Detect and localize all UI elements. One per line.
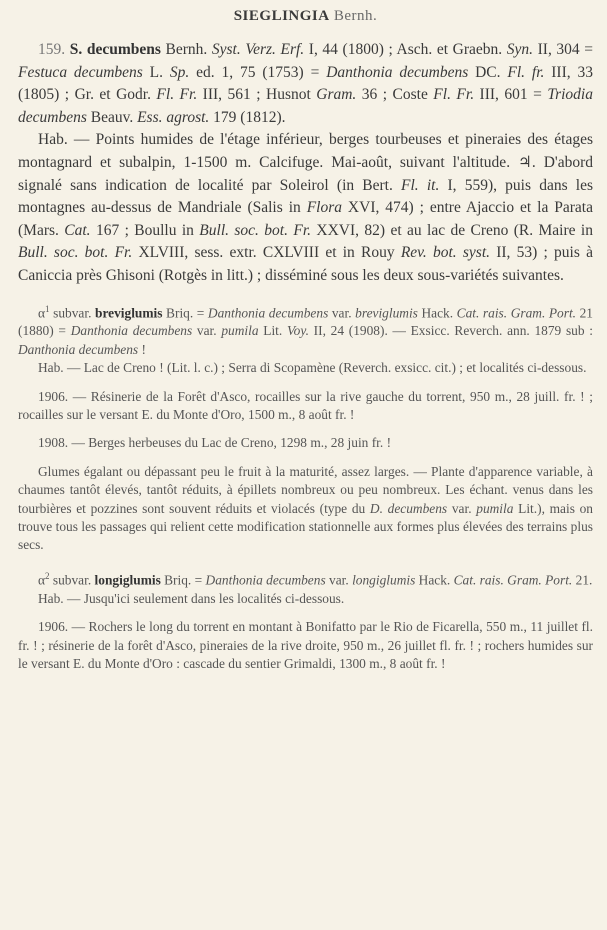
- habitat-part: Fl. it.: [401, 176, 440, 194]
- habitat-part: 167 ; Boullu in: [90, 221, 200, 239]
- synonym-part: Syst. Verz. Erf.: [211, 41, 305, 58]
- description-part: var.: [447, 500, 477, 516]
- synonym-part: Fl. fr.: [507, 63, 545, 81]
- synonym-part: II, 24 (1908). — Exsicc. Reverch. ann. 1879 sub :: [308, 323, 594, 339]
- synonym-part: Bernh.: [160, 41, 212, 58]
- synonym-part: Fl. Fr.: [156, 86, 198, 104]
- synonym-part: Syn.: [506, 41, 534, 58]
- synonym-part: DC.: [468, 63, 508, 81]
- habitat-part: XXVI, 82) et au lac de Creno (R. Maire in: [311, 221, 593, 239]
- genus-author: Bernh.: [333, 8, 378, 24]
- synonym-part: Danthonia decumbens: [326, 63, 469, 81]
- synonym-part: Cat. rais. Gram. Port.: [453, 572, 573, 588]
- habitat-part: Rev. bot. syst.: [400, 244, 491, 262]
- synonym-part: !: [138, 341, 146, 357]
- subvariety-habitat: Hab. — Lac de Creno ! (Lit. l. c.) ; Serra di Scopamène (Reverch. exsicc. cit.) ; et localités ci-dessous.: [38, 360, 587, 376]
- synonym-part: Voy.: [286, 323, 309, 339]
- subvariety-breviglumis: [18, 300, 593, 555]
- synonym-part: Fl. Fr.: [433, 86, 475, 104]
- synonym-part: Hack.: [415, 572, 454, 588]
- subvariety-longiglumis: [18, 567, 593, 674]
- subvariety-marker: α: [38, 572, 46, 588]
- synonym-part: Lit.: [258, 323, 287, 339]
- synonym-part: breviglumis: [355, 305, 418, 320]
- subvariety-index: 1: [45, 303, 50, 314]
- habitat-part: Bull. soc. bot. Fr.: [199, 221, 312, 239]
- synonym-part: Cat. rais. Gram. Port.: [456, 305, 577, 320]
- habitat-part: I, 559), puis dans les montagnes au-dessus de Mandriale (Salis in: [18, 176, 593, 217]
- record-1906: 1906. — Rochers le long du torrent en montant à Bonifatto par le Rio de Ficarella, 550 m., 11 juillet fl. fr. ! ; résinerie de la forêt d'Asco, pineraies de la rive droite, 950 m., 26 juillet fl. fr. ! ; rochers humides sur le versant E. du Monte d'Oro : cascade du sentier Grimaldi, 1300 m., 8 août fr. !: [18, 619, 593, 671]
- synonym-part: Festuca decumbens: [18, 63, 143, 81]
- synonym-part: var.: [328, 305, 356, 320]
- entry-number: 159.: [38, 41, 66, 58]
- subvariety-description: [18, 463, 593, 555]
- subvariety-name: longiglumis: [94, 572, 161, 588]
- synonym-part: III, 33 (1805) ; Gr. et Godr.: [18, 63, 594, 104]
- subvariety-habitat: Hab. — Jusqu'ici seulement dans les localités ci-dessous.: [38, 590, 345, 606]
- synonym-part: 21.: [572, 572, 593, 588]
- habitat-part: II, 53) ; puis à Caniccia près Ghisoni (Rotgès in litt.) ; disséminé sous les deux sous-variétés suivantes.: [18, 244, 593, 284]
- synonym-part: ed. 1, 75 (1753) =: [189, 63, 327, 81]
- description-part: Lit.), mais on trouve tous les passages qui relient cette modification stationnelle aux formes plus élevées des terrains plus secs.: [18, 500, 594, 553]
- synonym-part: 179 (1812).: [209, 108, 286, 126]
- synonym-part: Hack.: [417, 305, 457, 320]
- record-1908: 1908. — Berges herbeuses du Lac de Creno, 1298 m., 28 juin fr. !: [38, 435, 392, 451]
- subvariety-synonymy: [18, 300, 593, 360]
- synonym-part: Gram.: [316, 86, 357, 104]
- synonym-part: Danthonia decumbens: [70, 323, 193, 339]
- synonym-part: II, 304 =: [533, 41, 594, 58]
- habitat-paragraph: [18, 129, 593, 287]
- subvariety-rank: subvar.: [49, 305, 95, 320]
- synonym-part: Ess. agrost.: [137, 108, 210, 126]
- species-entry: [18, 39, 593, 288]
- synonym-part: L.: [142, 63, 170, 81]
- synonym-part: Triodia decumbens: [18, 86, 593, 126]
- synonym-part: I, 44 (1800) ; Asch. et Graebn.: [304, 41, 507, 58]
- synonym-part: Danthonia decumbens: [207, 305, 329, 320]
- description-part: Glumes égalant ou dépassant peu le fruit à la maturité, assez larges. — Plante d'apparence variable, à chaumes tantôt élevés, tantôt réduits, à épillets nombreux ou peu nombreux. Les échant. venus dans les tourbières et pozzines sont souvent réduits et violacés (type du: [18, 463, 593, 516]
- synonym-part: Beauv.: [86, 108, 138, 126]
- synonym-part: III, 601 =: [474, 86, 548, 104]
- record-1906: 1906. — Résinerie de la Forêt d'Asco, rocailles sur la rive gauche du torrent, 950 m., 28 juill. fr. ! ; rocailles sur le versant E. du Monte d'Oro, 1500 m., 8 août fr. !: [18, 388, 593, 423]
- genus-heading: SIEGLINGIA: [233, 8, 330, 24]
- habitat-part: Hab. — Points humides de l'étage inférieur, berges tourbeuses et pineraies des étages montagnard et subalpin, 1-1500 m. Calcifuge. Mai-août, suivant l'altitude. ♃. D'abord signalé sans indication de localité par Soleirol (in Bert.: [18, 131, 593, 194]
- running-header: [18, 8, 593, 25]
- synonym-part: III, 561 ; Husnot: [197, 86, 317, 104]
- subvariety-index: 2: [45, 570, 50, 581]
- synonym-part: Danthonia decumbens: [205, 572, 326, 588]
- habitat-part: Cat.: [64, 221, 91, 239]
- synonym-part: var.: [325, 572, 353, 588]
- synonym-part: 36 ; Coste: [356, 86, 434, 104]
- description-part: pumila: [476, 500, 514, 516]
- habitat-part: XLVIII, sess. extr. CXLVIII et in Rouy: [132, 244, 401, 262]
- subvariety-name: breviglumis: [95, 305, 163, 320]
- habitat-part: Bull. soc. bot. Fr.: [18, 244, 133, 262]
- synonymy-paragraph: [18, 39, 593, 129]
- species-name: S. decumbens: [69, 41, 161, 58]
- subvariety-rank: subvar.: [49, 572, 95, 588]
- habitat-part: XVI, 474) ; entre Ajaccio et la Parata (Mars.: [18, 199, 593, 239]
- synonym-part: pumila: [221, 323, 259, 339]
- synonym-part: 21 (1880) =: [18, 305, 594, 339]
- synonym-part: Danthonia decumbens: [18, 341, 139, 357]
- description-part: D. decumbens: [369, 500, 448, 516]
- synonym-part: longiglumis: [352, 572, 416, 588]
- synonym-part: var.: [192, 323, 222, 339]
- synonym-part: Sp.: [169, 63, 190, 81]
- subvariety-synonymy: [18, 567, 593, 590]
- synonym-part: Briq. =: [162, 305, 208, 320]
- synonym-part: Briq. =: [160, 572, 206, 588]
- habitat-part: Flora: [306, 199, 342, 217]
- subvariety-marker: α: [38, 305, 46, 320]
